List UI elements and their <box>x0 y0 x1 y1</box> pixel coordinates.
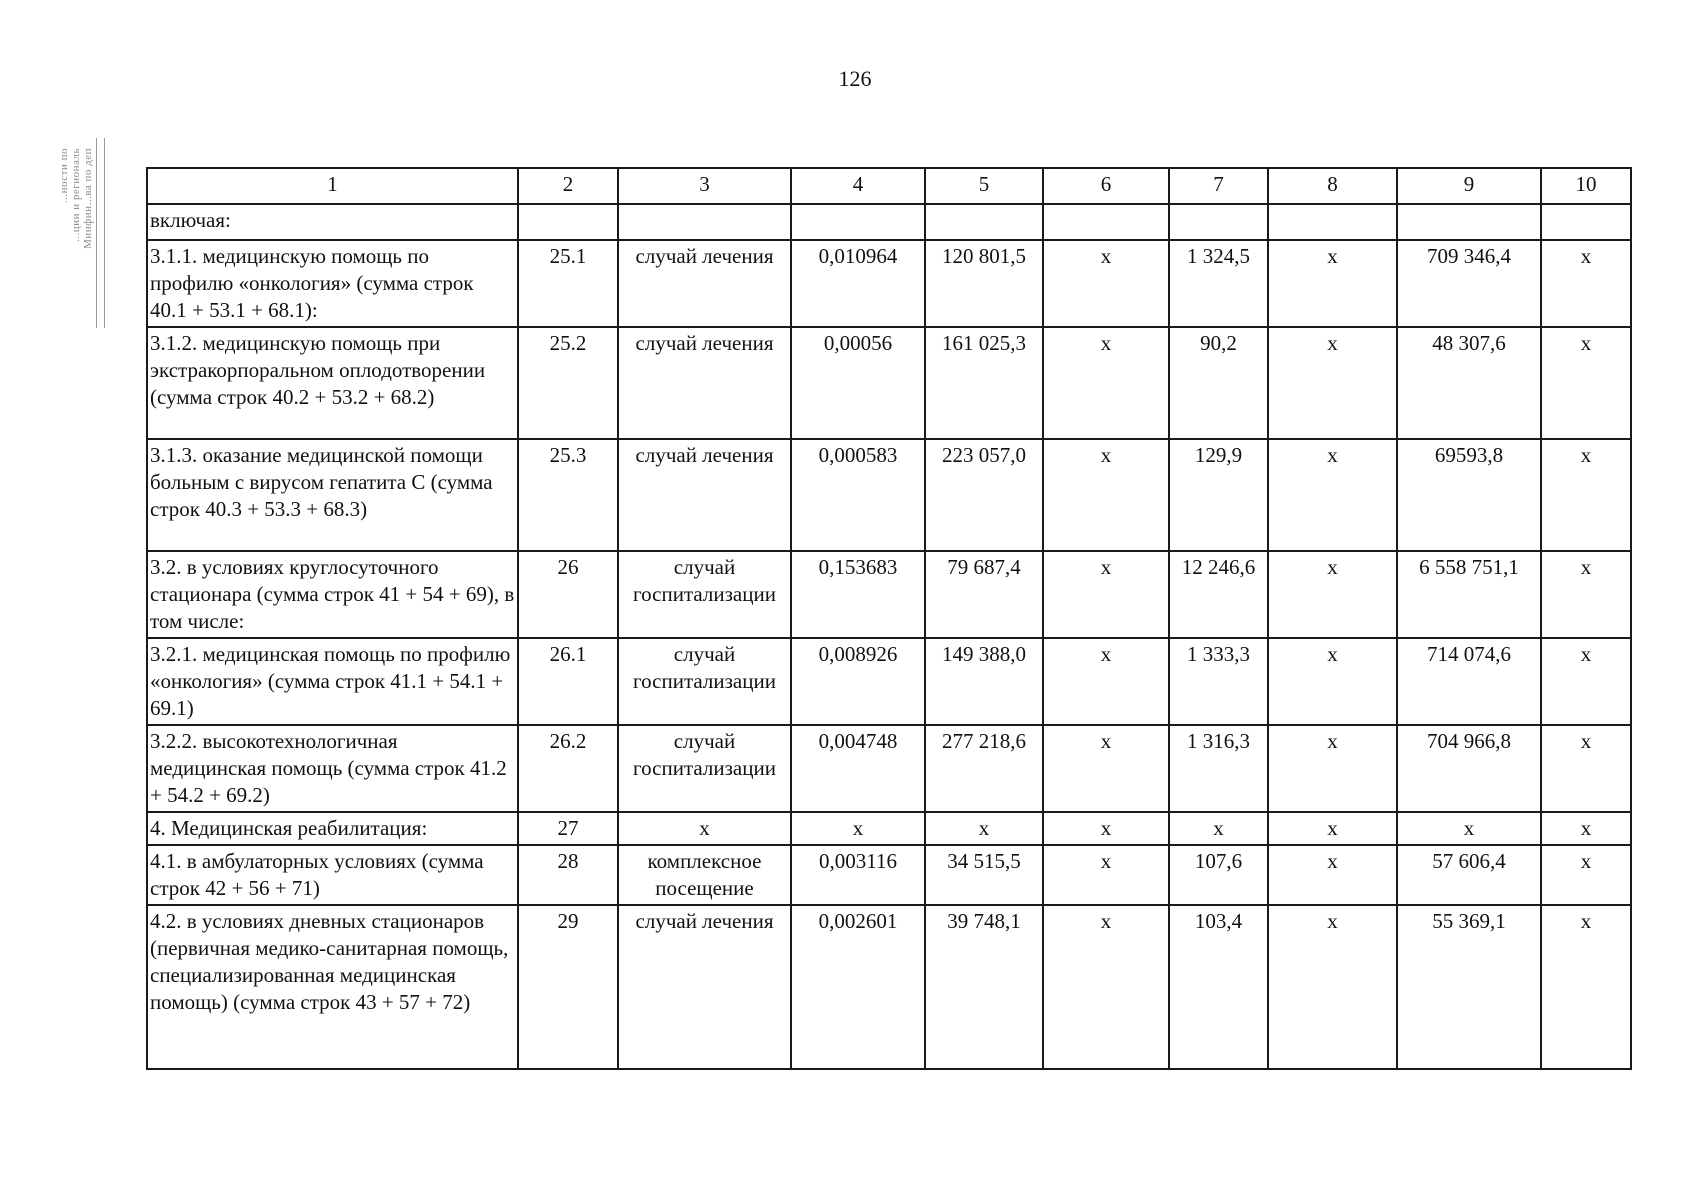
table-row <box>147 725 1631 812</box>
table-row <box>147 240 1631 327</box>
row-number-cell: 25.2 <box>518 327 618 439</box>
unit-cell: случай лечения <box>618 327 791 439</box>
data-table <box>146 167 1632 1070</box>
value-cell: 0,00056 <box>791 327 925 439</box>
row-name-cell: 4. Медицинская реабилитация: <box>147 812 518 845</box>
empty-cell <box>791 204 925 240</box>
value-cell: x <box>1043 638 1169 725</box>
value-cell: x <box>1541 905 1631 1069</box>
row-name-cell: 4.2. в условиях дневных стационаров (первичная медико-санитарная помощь, специализированная медицинская помощь) (сумма строк 43 + 57 + 72) <box>147 905 518 1069</box>
value-cell: 103,4 <box>1169 905 1268 1069</box>
value-cell: x <box>925 812 1043 845</box>
value-cell: 57 606,4 <box>1397 845 1541 905</box>
value-cell: x <box>1268 845 1397 905</box>
unit-cell: случай госпитализации <box>618 551 791 638</box>
unit-cell: случай госпитализации <box>618 725 791 812</box>
row-number-cell: 25.1 <box>518 240 618 327</box>
table-row <box>147 439 1631 551</box>
row-name-cell: 3.2. в условиях круглосуточного стационара (сумма строк 41 + 54 + 69), в том числе: <box>147 551 518 638</box>
empty-cell <box>1169 204 1268 240</box>
value-cell: 1 316,3 <box>1169 725 1268 812</box>
page-number: 126 <box>838 66 872 91</box>
value-cell: x <box>1268 725 1397 812</box>
row-number-cell: 27 <box>518 812 618 845</box>
row-number-cell: 26 <box>518 551 618 638</box>
unit-cell: случай лечения <box>618 240 791 327</box>
value-cell: x <box>1541 845 1631 905</box>
row-name-cell: 3.2.2. высокотехнологичная медицинская помощь (сумма строк 41.2 + 54.2 + 69.2) <box>147 725 518 812</box>
value-cell: 0,002601 <box>791 905 925 1069</box>
empty-cell <box>1043 204 1169 240</box>
stamp-line <box>96 138 97 328</box>
row-number-cell: 28 <box>518 845 618 905</box>
row-name-cell: 3.2.1. медицинская помощь по профилю «онкология» (сумма строк 41.1 + 54.1 + 69.1) <box>147 638 518 725</box>
value-cell: 6 558 751,1 <box>1397 551 1541 638</box>
value-cell: x <box>1043 240 1169 327</box>
value-cell: 12 246,6 <box>1169 551 1268 638</box>
value-cell: 48 307,6 <box>1397 327 1541 439</box>
empty-cell <box>1397 204 1541 240</box>
table-row <box>147 327 1631 439</box>
value-cell: x <box>1397 812 1541 845</box>
value-cell: x <box>1043 905 1169 1069</box>
header-row <box>147 168 1631 204</box>
value-cell: 69593,8 <box>1397 439 1541 551</box>
value-cell: 34 515,5 <box>925 845 1043 905</box>
value-cell: 714 074,6 <box>1397 638 1541 725</box>
stamp-text: ...ции и региональ <box>70 148 82 242</box>
value-cell: x <box>1043 845 1169 905</box>
column-header: 10 <box>1541 168 1631 204</box>
value-cell: x <box>1541 240 1631 327</box>
column-header: 7 <box>1169 168 1268 204</box>
value-cell: x <box>1541 551 1631 638</box>
row-number-cell: 29 <box>518 905 618 1069</box>
value-cell: x <box>1268 638 1397 725</box>
value-cell: 0,004748 <box>791 725 925 812</box>
unit-cell: комплексное посещение <box>618 845 791 905</box>
stamp-text: Минфин...ва по деп <box>82 148 94 249</box>
stamp-line <box>104 138 105 328</box>
value-cell: x <box>1268 905 1397 1069</box>
row-number-cell: 26.2 <box>518 725 618 812</box>
row-name-cell: 3.1.3. оказание медицинской помощи больным с вирусом гепатита С (сумма строк 40.3 + 53.3 + 68.3) <box>147 439 518 551</box>
value-cell: 0,010964 <box>791 240 925 327</box>
value-cell: x <box>1541 638 1631 725</box>
unit-cell: случай госпитализации <box>618 638 791 725</box>
value-cell: 0,008926 <box>791 638 925 725</box>
value-cell: x <box>1268 812 1397 845</box>
value-cell: x <box>1043 812 1169 845</box>
value-cell: 55 369,1 <box>1397 905 1541 1069</box>
row-name-cell: 3.1.1. медицинскую помощь по профилю «онкология» (сумма строк 40.1 + 53.1 + 68.1): <box>147 240 518 327</box>
empty-cell <box>1268 204 1397 240</box>
value-cell: x <box>1043 439 1169 551</box>
value-cell: 120 801,5 <box>925 240 1043 327</box>
side-stamp <box>34 138 114 328</box>
subheader-label: включая: <box>147 204 518 240</box>
value-cell: x <box>1043 327 1169 439</box>
row-name-cell: 4.1. в амбулаторных условиях (сумма строк 42 + 56 + 71) <box>147 845 518 905</box>
value-cell: x <box>1043 551 1169 638</box>
value-cell: x <box>1043 725 1169 812</box>
unit-cell: случай лечения <box>618 905 791 1069</box>
value-cell: x <box>1541 812 1631 845</box>
column-header: 3 <box>618 168 791 204</box>
column-header: 4 <box>791 168 925 204</box>
value-cell: 1 324,5 <box>1169 240 1268 327</box>
value-cell: x <box>1268 551 1397 638</box>
table-row <box>147 905 1631 1069</box>
row-number-cell: 26.1 <box>518 638 618 725</box>
value-cell: 90,2 <box>1169 327 1268 439</box>
table-row <box>147 638 1631 725</box>
empty-cell <box>925 204 1043 240</box>
column-header: 5 <box>925 168 1043 204</box>
value-cell: 79 687,4 <box>925 551 1043 638</box>
unit-cell: x <box>618 812 791 845</box>
value-cell: 39 748,1 <box>925 905 1043 1069</box>
column-header: 1 <box>147 168 518 204</box>
empty-cell <box>618 204 791 240</box>
column-header: 8 <box>1268 168 1397 204</box>
row-name-cell: 3.1.2. медицинскую помощь при экстракорпоральном оплодотворении (сумма строк 40.2 + 53.2 + 68.2) <box>147 327 518 439</box>
stamp-text: ...ности по <box>58 148 70 204</box>
value-cell: x <box>1268 240 1397 327</box>
value-cell: x <box>791 812 925 845</box>
value-cell: 277 218,6 <box>925 725 1043 812</box>
value-cell: x <box>1169 812 1268 845</box>
value-cell: 0,153683 <box>791 551 925 638</box>
column-header: 2 <box>518 168 618 204</box>
value-cell: 0,003116 <box>791 845 925 905</box>
value-cell: 149 388,0 <box>925 638 1043 725</box>
value-cell: 107,6 <box>1169 845 1268 905</box>
value-cell: 223 057,0 <box>925 439 1043 551</box>
unit-cell: случай лечения <box>618 439 791 551</box>
value-cell: 129,9 <box>1169 439 1268 551</box>
table-row <box>147 812 1631 845</box>
value-cell: x <box>1541 439 1631 551</box>
subheader-row <box>147 204 1631 240</box>
value-cell: x <box>1268 327 1397 439</box>
value-cell: 704 966,8 <box>1397 725 1541 812</box>
value-cell: 0,000583 <box>791 439 925 551</box>
column-header: 6 <box>1043 168 1169 204</box>
column-header: 9 <box>1397 168 1541 204</box>
table-row <box>147 551 1631 638</box>
value-cell: x <box>1541 327 1631 439</box>
value-cell: 161 025,3 <box>925 327 1043 439</box>
empty-cell <box>1541 204 1631 240</box>
table-row <box>147 845 1631 905</box>
value-cell: 1 333,3 <box>1169 638 1268 725</box>
value-cell: 709 346,4 <box>1397 240 1541 327</box>
row-number-cell: 25.3 <box>518 439 618 551</box>
empty-cell <box>518 204 618 240</box>
value-cell: x <box>1541 725 1631 812</box>
value-cell: x <box>1268 439 1397 551</box>
